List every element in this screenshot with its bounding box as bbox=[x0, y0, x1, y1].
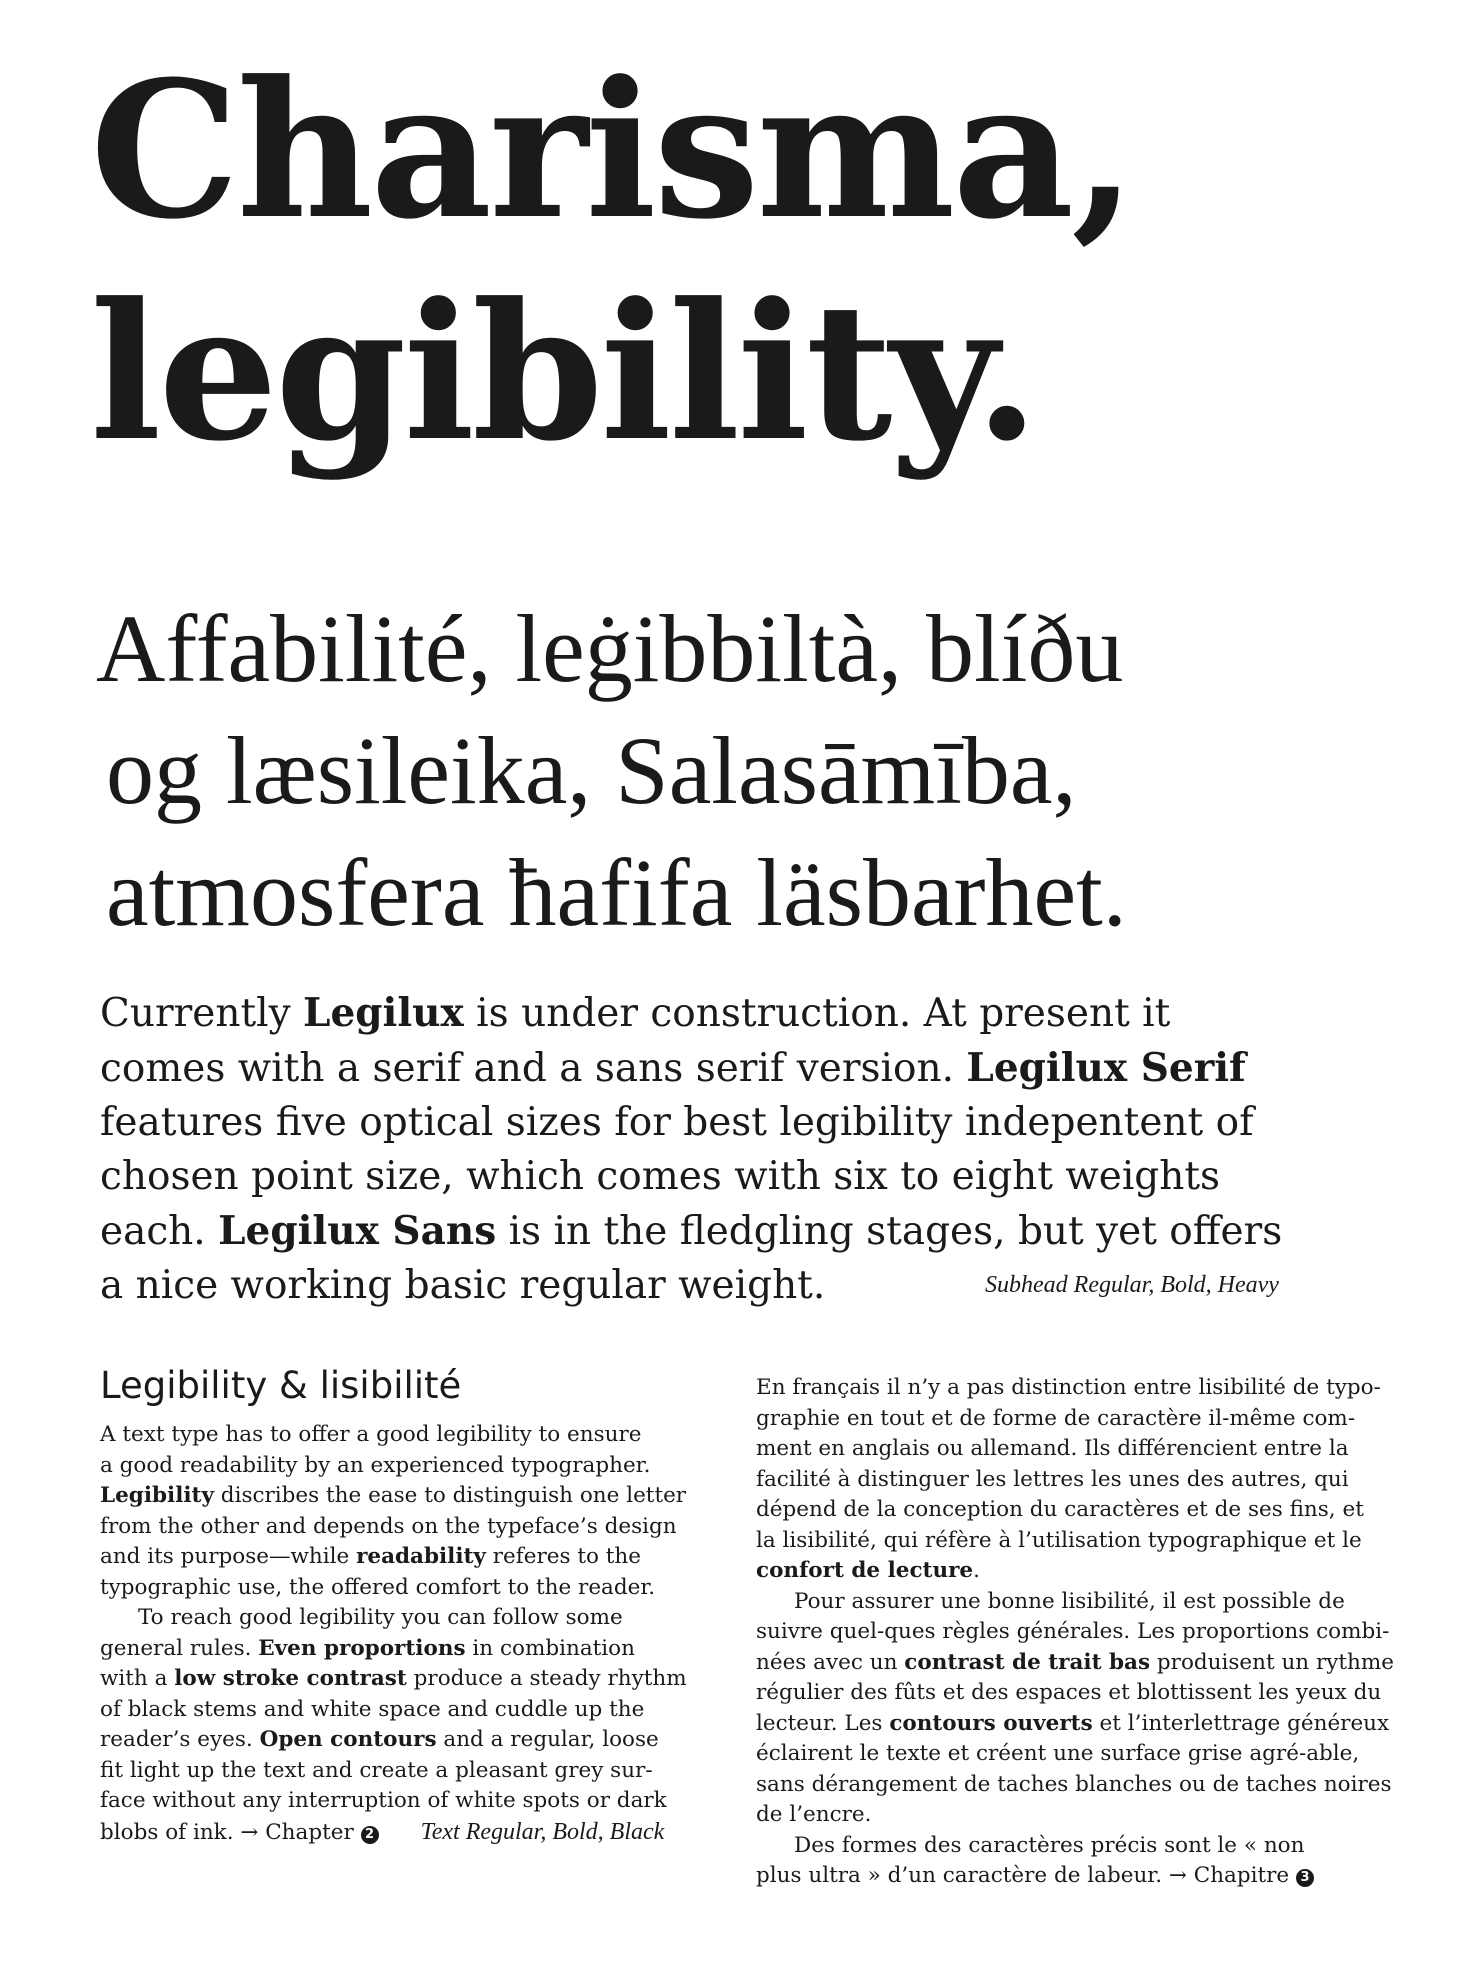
bold-term: Open contours bbox=[259, 1727, 437, 1752]
intro-line: chosen point size, which comes with six to eight weights bbox=[100, 1154, 1221, 1199]
text-run: and a regular, loose bbox=[436, 1727, 659, 1752]
intro-line: a nice working basic regular weight. bbox=[100, 1263, 826, 1308]
text-line: En français il n’y a pas distinction entre lisibilité de typo- bbox=[756, 1375, 1381, 1400]
section-subhead: Legibility & lisibilité bbox=[100, 1364, 462, 1407]
text-line: régulier des fûts et des espaces et blottissent les yeux du bbox=[756, 1680, 1382, 1705]
intro-text: each. bbox=[100, 1209, 219, 1254]
text-run: and its purpose—while bbox=[100, 1544, 357, 1569]
intro-text: is in the fledgling stages, but yet offers bbox=[496, 1209, 1283, 1254]
text-run: referes to the bbox=[485, 1544, 641, 1569]
text-line bbox=[100, 1634, 714, 1665]
text-line bbox=[100, 1664, 714, 1695]
text-line: Des formes des caractères précis sont le « non bbox=[794, 1832, 1305, 1858]
multilingual-line-2: og læsileika, Salasāmība, bbox=[106, 717, 1077, 824]
bold-term: Legibility bbox=[100, 1483, 214, 1508]
intro-text: is under construction. At present it bbox=[463, 991, 1171, 1036]
text-line: ment en anglais ou allemand. Ils différencient entre la bbox=[756, 1436, 1349, 1461]
text-line: A text type has to offer a good legibility to ensure bbox=[100, 1422, 642, 1447]
chapter-number-icon: 2 bbox=[361, 1826, 379, 1844]
text-line: de l’encre. bbox=[756, 1802, 872, 1827]
intro-line bbox=[100, 986, 1390, 1041]
text-line: dépend de la conception du caractères et de ses fins, et bbox=[756, 1497, 1364, 1522]
text-run: general rules. bbox=[100, 1635, 259, 1661]
text-line: from the other and depends on the typeface’s design bbox=[100, 1513, 677, 1539]
text-line bbox=[100, 1481, 714, 1512]
text-line: a good readability by an experienced typographer. bbox=[100, 1452, 651, 1478]
text-line: of black stems and white space and cuddle up the bbox=[100, 1696, 645, 1722]
intro-line: features five optical sizes for best legibility indepentent of bbox=[100, 1100, 1254, 1145]
text-line bbox=[100, 1817, 714, 1849]
chapter-number-icon: 3 bbox=[1296, 1869, 1314, 1887]
multilingual-line-1: Affabilité, leġibbiltà, blíðu bbox=[96, 595, 1124, 702]
left-column bbox=[100, 1360, 714, 1848]
headline-line-2: legibility. bbox=[90, 262, 1037, 483]
bold-term: low stroke contrast bbox=[174, 1666, 407, 1691]
bold-term: confort de lecture bbox=[756, 1558, 974, 1583]
multilingual-line-3: atmosfera ħafifa läsbarhet. bbox=[106, 839, 1127, 946]
text-run: in combination bbox=[465, 1635, 635, 1661]
right-body-text bbox=[756, 1373, 1395, 1892]
text-run: blobs of ink. → Chapter bbox=[100, 1819, 361, 1845]
intro-line bbox=[100, 1204, 1390, 1259]
text-run: plus ultra » d’un caractère de labeur. → Chapitre bbox=[756, 1863, 1296, 1888]
bold-term: contours ouverts bbox=[889, 1710, 1093, 1736]
text-run: with a bbox=[100, 1666, 175, 1691]
text-run: produisent un rythme bbox=[1150, 1649, 1395, 1675]
text-line bbox=[756, 1556, 1380, 1587]
text-line: suivre quel-ques règles générales. Les proportions combi- bbox=[756, 1619, 1390, 1644]
text-line: facilité à distinguer les lettres les unes des autres, qui bbox=[756, 1466, 1349, 1492]
intro-line bbox=[100, 1041, 1390, 1096]
multilingual-sample bbox=[96, 588, 1456, 954]
intro-bold: Legilux Serif bbox=[966, 1045, 1246, 1091]
bold-term: Even proportions bbox=[258, 1635, 466, 1661]
left-body-text bbox=[100, 1420, 714, 1848]
text-line bbox=[756, 1861, 1380, 1892]
intro-paragraph bbox=[100, 986, 1390, 1313]
intro-text: Currently bbox=[100, 991, 304, 1036]
intro-text: comes with a serif and a sans serif version. bbox=[100, 1046, 967, 1091]
text-run: discribes the ease to distinguish one letter bbox=[213, 1483, 687, 1508]
intro-caption: Subhead Regular, Bold, Heavy bbox=[985, 1272, 1279, 1298]
text-run: et l’interlettrage généreux bbox=[1092, 1710, 1390, 1736]
right-column bbox=[756, 1373, 1395, 1892]
text-line: sans dérangement de taches blanches ou de taches noires bbox=[756, 1771, 1392, 1797]
text-run: reader’s eyes. bbox=[100, 1727, 260, 1752]
text-line: éclairent le texte et créent une surface grise agré-able, bbox=[756, 1741, 1360, 1766]
headline-line-1: Charisma, bbox=[90, 40, 1134, 261]
headline bbox=[90, 40, 1430, 484]
text-line bbox=[756, 1709, 1390, 1740]
text-line: To reach good legibility you can follow some bbox=[138, 1605, 623, 1630]
text-line bbox=[100, 1725, 714, 1756]
text-run: . bbox=[973, 1558, 980, 1583]
text-line: graphie en tout et de forme de caractère il-même com- bbox=[756, 1405, 1356, 1431]
intro-bold: Legilux bbox=[303, 990, 464, 1036]
bold-term: readability bbox=[356, 1544, 486, 1569]
text-run: nées avec un bbox=[756, 1649, 905, 1675]
intro-bold: Legilux Sans bbox=[218, 1208, 497, 1254]
text-line: Pour assurer une bonne lisibilité, il est possible de bbox=[794, 1588, 1345, 1614]
bold-term: contrast de trait bas bbox=[904, 1649, 1151, 1675]
text-line: typographic use, the offered comfort to the reader. bbox=[100, 1574, 656, 1600]
column-caption: Text Regular, Bold, Black bbox=[420, 1818, 665, 1845]
text-line: fit light up the text and create a pleasant grey sur- bbox=[100, 1757, 653, 1783]
text-line: la lisibilité, qui réfère à l’utilisation typographique et le bbox=[756, 1527, 1362, 1553]
text-run: produce a steady rhythm bbox=[406, 1666, 687, 1691]
text-run: lecteur. Les bbox=[756, 1710, 890, 1736]
text-line: face without any interruption of white spots or dark bbox=[100, 1788, 667, 1813]
text-line bbox=[756, 1648, 1395, 1679]
text-line bbox=[100, 1542, 714, 1573]
